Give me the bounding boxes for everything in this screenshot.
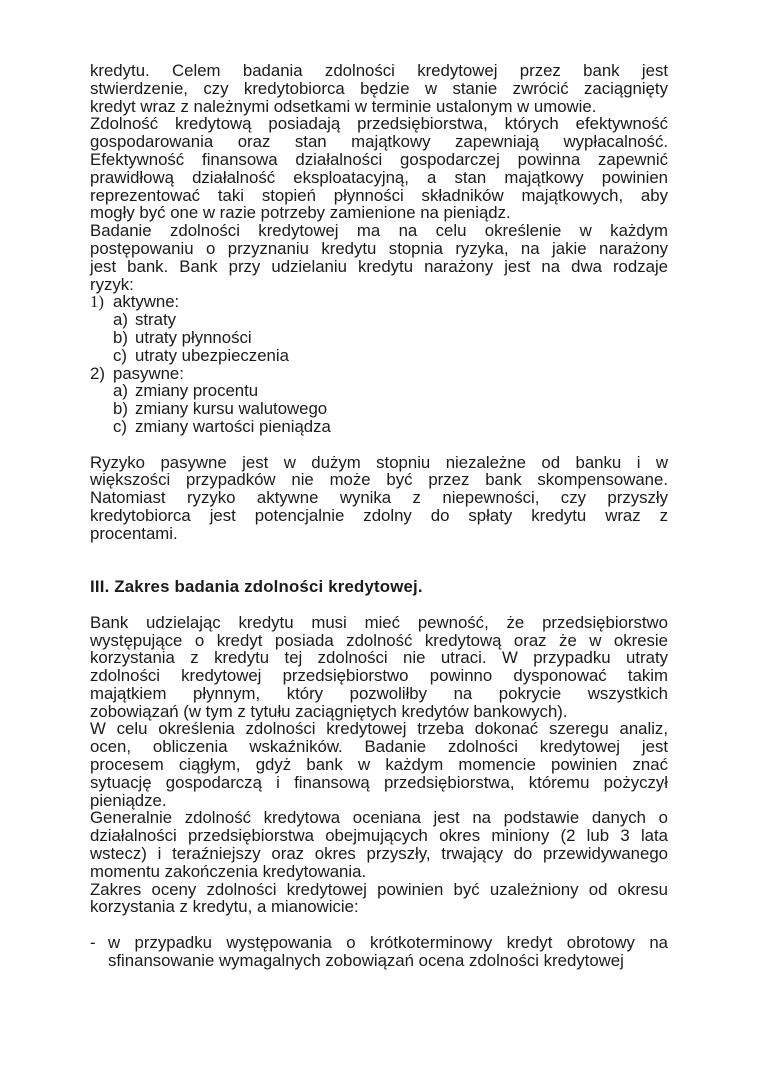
text-line: procesem ciągłym, gdyż bank w każdym momencie powinien znać [90, 755, 668, 775]
list-item-label: utraty płynności [135, 327, 252, 347]
text-line: Bank udzielając kredytu musi mieć pewność, że przedsiębiorstwo [90, 612, 668, 632]
text-line: zobowiązań (w tym z tytułu zaciągniętych kredytów bankowych). [90, 701, 568, 721]
text-line: majątkiem płynnym, który pozwoliłby na pokrycie wszystkich [90, 683, 668, 703]
list-item [90, 329, 668, 347]
paragraph [90, 62, 668, 115]
text-line: sfinansowanie wymagalnych zobowiązań ocena zdolności kredytowej [108, 950, 624, 970]
spacer [90, 543, 668, 579]
text-line: reprezentować taki stopień płynności składników majątkowych, aby [90, 185, 668, 205]
text-line: kredytobiorca jest potencjalnie zdolny do spłaty kredytu wraz z [90, 505, 668, 525]
list-item-label: straty [135, 310, 177, 330]
text-line: Generalnie zdolność kredytowa oceniana jest na podstawie danych o [90, 808, 668, 828]
list-marker: 2) [90, 363, 105, 383]
list-item [90, 382, 668, 400]
list-item-label: utraty ubezpieczenia [135, 345, 289, 365]
text-line: momentu zakończenia kredytowania. [90, 861, 367, 881]
text-line: prawidłową działalność eksploatacyjną, a stan majątkowy powinien [90, 167, 668, 187]
dash-marker: - [90, 933, 96, 953]
list-item-label: zmiany procentu [135, 381, 259, 401]
text-line: kredyt wraz z należnymi odsetkami w terminie ustalonym w umowie. [90, 96, 597, 116]
text-line: Zakres oceny zdolności kredytowej powinien być uzależniony od okresu [90, 879, 668, 899]
text-line: Zdolność kredytową posiadają przedsiębiorstwa, których efektywność [90, 114, 668, 134]
text-line: sytuację gospodarczą i finansową przedsiębiorstwa, któremu pożyczył [90, 772, 668, 792]
list-item-label: pasywne: [113, 363, 184, 383]
text-line: Efektywność finansowa działalności gospodarczej powinna zapewnić [90, 149, 668, 169]
text-line: wstecz) i teraźniejszy oraz okres przyszły, trwający do przewidywanego [90, 844, 668, 864]
text-line: zdolności kredytowej przedsiębiorstwo powinno dysponować takim [90, 666, 668, 686]
text-line: większości przypadków nie może być przez bank skompensowane. [90, 470, 668, 490]
list-marker: b) [113, 327, 128, 347]
list-item [90, 418, 668, 436]
text-line: kredytu. Celem badania zdolności kredytowej przez bank jest [90, 61, 668, 80]
list-marker: c) [113, 345, 127, 365]
text-line: mogły być one w razie potrzeby zamienione na pieniądz. [90, 203, 511, 223]
text-line: stwierdzenie, czy kredytobiorca będzie w stanie zwrócić zaciągnięty [90, 78, 668, 98]
text-line: jest bank. Bank przy udzielaniu kredytu narażony jest na dwa rodzaje [90, 256, 668, 276]
spacer [90, 596, 668, 614]
list-marker: b) [113, 399, 128, 419]
paragraph [90, 809, 668, 880]
list-item-label: zmiany kursu walutowego [135, 399, 328, 419]
text-line: Natomiast ryzyko aktywne wynika z niepewności, czy przyszły [90, 488, 668, 508]
text-line: występujące o kredyt posiada zdolność kredytową oraz że w okresie [90, 630, 668, 650]
spacer [90, 916, 668, 934]
text-line: ryzyk: [90, 274, 134, 294]
list-item [90, 311, 668, 329]
paragraph [90, 115, 668, 222]
paragraph [90, 454, 668, 543]
list-item-label: aktywne: [113, 292, 180, 312]
list-item [90, 347, 668, 365]
section-heading: III. Zakres badania zdolności kredytowej. [90, 577, 423, 597]
list-item-label: zmiany wartości pieniądza [135, 416, 331, 436]
text-line: korzystania z kredytu, a mianowicie: [90, 897, 359, 917]
spacer [90, 436, 668, 454]
list-item [90, 365, 668, 383]
paragraph [90, 881, 668, 917]
text-line: Badanie zdolności kredytowej ma na celu określenie w każdym [90, 221, 668, 241]
paragraph [90, 614, 668, 721]
text-line: korzystania z kredytu tej zdolności nie utraci. W przypadku utraty [90, 648, 668, 668]
list-marker: a) [113, 310, 128, 330]
document-content [90, 62, 668, 970]
list-item-dash [90, 934, 668, 970]
list-marker: a) [113, 381, 128, 401]
text-line: gospodarowania oraz stan majątkowy zapewniają wypłacalność. [90, 132, 668, 152]
text-line: ocen, obliczenia wskaźników. Badanie zdolności kredytowej jest [90, 737, 668, 757]
list-item [90, 400, 668, 418]
text-line: procentami. [90, 523, 178, 543]
text-line: Ryzyko pasywne jest w dużym stopniu niezależne od banku i w [90, 452, 668, 472]
text-line: postępowaniu o przyznaniu kredytu stopnia ryzyka, na jakie narażony [90, 238, 668, 258]
list-item [90, 293, 668, 311]
list-marker: c) [113, 416, 127, 436]
text-line: pieniądze. [90, 790, 167, 810]
paragraph [90, 222, 668, 293]
text-line: w przypadku występowania o krótkoterminowy kredyt obrotowy na [108, 933, 668, 953]
paragraph [90, 720, 668, 809]
text-line: działalności przedsiębiorstwa obejmujących okres miniony (2 lub 3 lata [90, 826, 668, 846]
list-marker: 1) [90, 292, 104, 312]
text-line: W celu określenia zdolności kredytowej trzeba dokonać szeregu analiz, [90, 719, 668, 739]
